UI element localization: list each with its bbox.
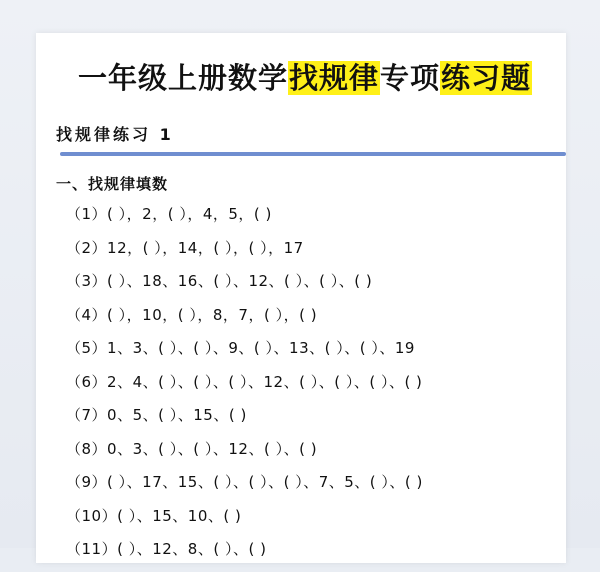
question-7: （7）0、5、( ）、15、( ) bbox=[66, 406, 247, 424]
question-4: （4）( ），10，( ），8，7，( ），( ) bbox=[66, 305, 318, 324]
title-prefix: 一年级上册数学 bbox=[78, 61, 289, 95]
question-1: （1）( ），2，( ），4，5，( ) bbox=[66, 205, 272, 223]
question-11: （11）( ）、12、8、( ）、( ) bbox=[66, 540, 267, 558]
title-highlight-suffix: 练习题 bbox=[441, 61, 532, 95]
divider-rule bbox=[60, 152, 566, 156]
exercise-subtitle: 找规律练习 1 bbox=[56, 125, 174, 144]
question-list bbox=[66, 203, 423, 572]
question-9: （9）( ）、17、15、( ）、( ）、( ）、7、5、( ）、( ) bbox=[66, 473, 423, 491]
section-heading: 一、找规律填数 bbox=[56, 175, 169, 193]
title-highlight: 找规律 bbox=[289, 61, 380, 95]
question-5: （5）1、3、( ）、( ）、9、( ）、13、( ）、( ）、19 bbox=[66, 339, 415, 357]
question-2: （2）12，( ），14，( ），( ），17 bbox=[66, 238, 304, 257]
question-10: （10）( ）、15、10、( ) bbox=[66, 506, 242, 525]
title-middle: 专项 bbox=[380, 61, 441, 95]
question-8: （8）0、3、( ）、( ）、12、( ）、( ) bbox=[66, 439, 318, 458]
worksheet-title bbox=[78, 60, 532, 96]
question-6: （6）2、4、( ）、( ）、( ）、12、( ）、( ）、( ）、( ) bbox=[66, 372, 423, 391]
question-3: （3）( ）、18、16、( ）、12、( ）、( ）、( ) bbox=[66, 272, 373, 290]
